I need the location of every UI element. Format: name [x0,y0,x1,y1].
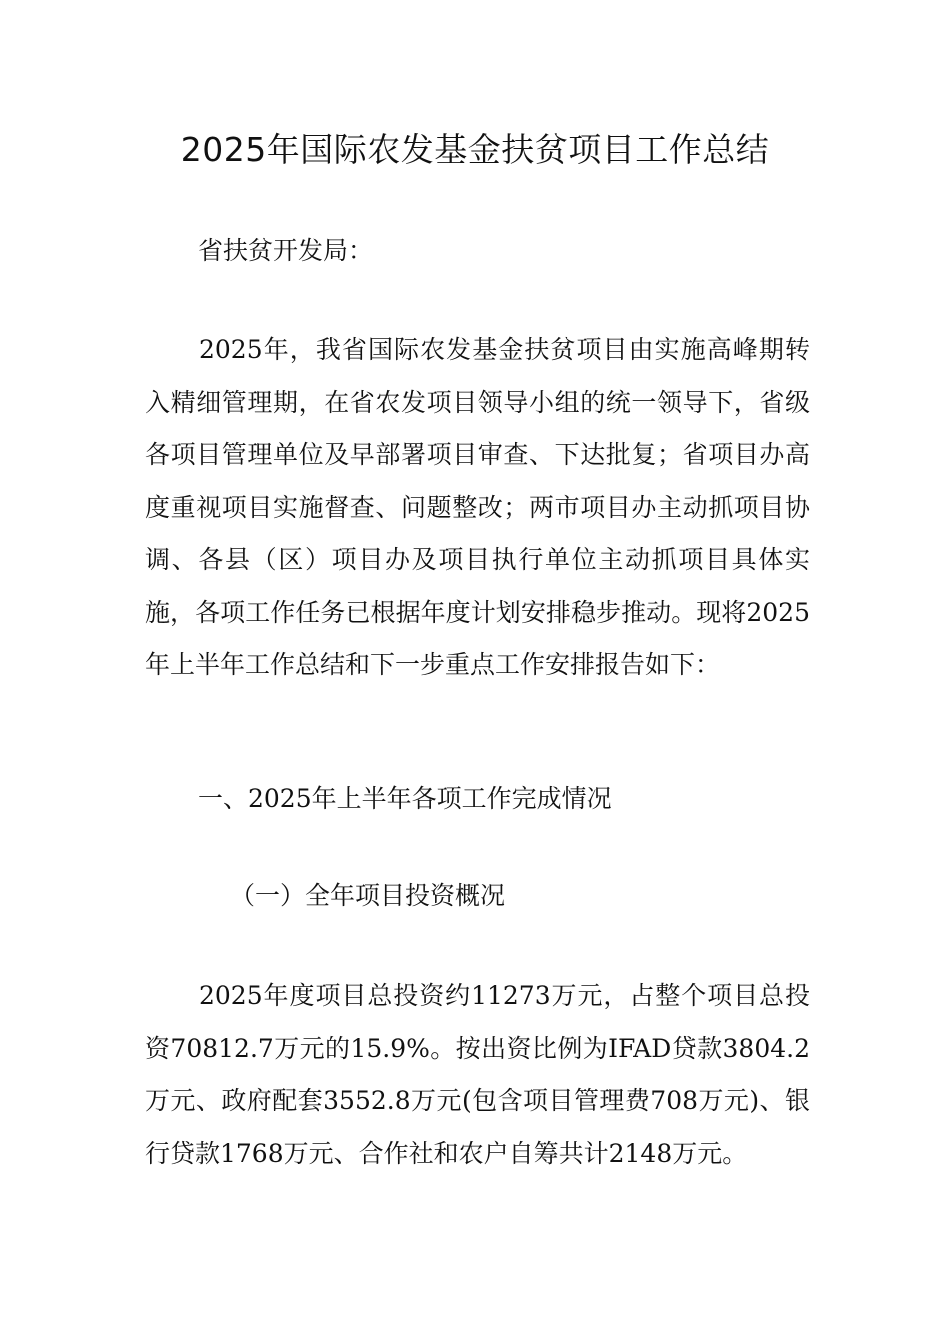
salutation: 省扶贫开发局： [198,236,374,265]
paragraph-intro: 2025年，我省国际农发基金扶贫项目由实施高峰期转入精细管理期，在省农发项目领导小组的统一领导下，省级各项目管理单位及早部署项目审查、下达批复；省项目办高度重视项目实施督查、问题整改；两市项目办主动抓项目协调、各县（区）项目办及项目执行单位主动抓项目具体实施，各项工作任务已根据年度计划安排稳步推动。现将2025年上半年工作总结和下一步重点工作安排报告如下： [145,335,810,679]
paragraph-investment: 2025年度项目总投资约11273万元，占整个项目总投资70812.7万元的15.9%。按出资比例为IFAD贷款3804.2万元、政府配套3552.8万元(包含项目管理费708万元)、银行贷款1768万元、合作社和农户自筹共计2148万元。 [145,981,810,1168]
section-heading-1: 一、2025年上半年各项工作完成情况 [198,784,612,813]
document-title: 2025年国际农发基金扶贫项目工作总结 [180,130,770,169]
subsection-heading-1-1: （一）全年项目投资概况 [230,881,506,910]
